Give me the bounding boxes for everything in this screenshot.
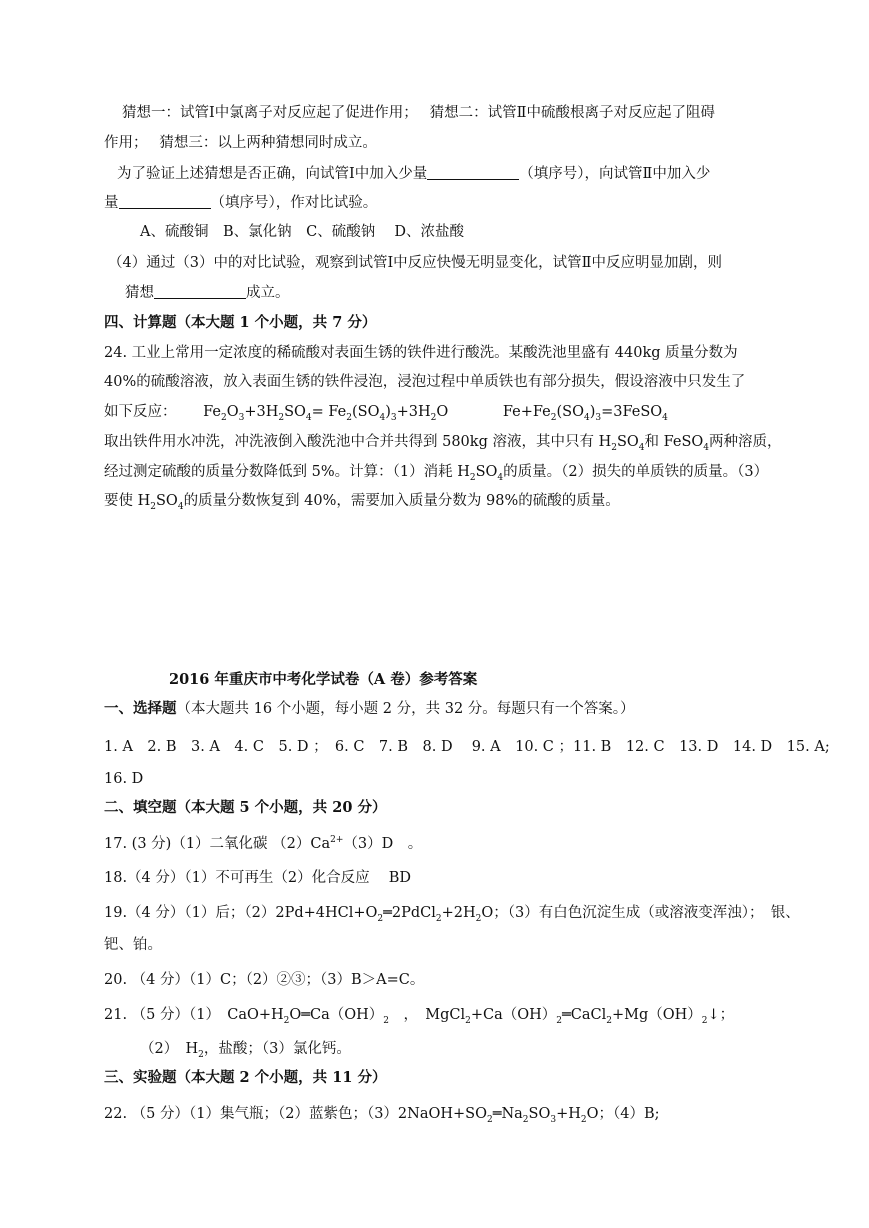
answer-21-line-1: 21. （5 分）（1） $CaO+H_2O═Ca(OH)_2$ ， $MgCl_2+Ca(OH)_2═CaCl_2+Mg(OH)_2↓$； bbox=[104, 1007, 735, 1026]
answer-18: 18.（4 分）（1）不可再生（2）化合反应 BD bbox=[104, 870, 411, 886]
section-4-heading: 四、计算题（本大题 1 个小题，共 7 分） bbox=[104, 314, 377, 331]
section-2-heading: 二、填空题（本大题 5 个小题，共 20 分） bbox=[104, 799, 387, 816]
answer-17: 17. (3 分)（1）二氧化碳 $(2)Ca^{2+}(3)D$ 。 bbox=[104, 835, 423, 852]
conjecture-line-1: 猜想一：试管Ⅰ中氯离子对反应起了促进作用； 猜想二：试管Ⅱ中硫酸根离子对反应起了阻碍 bbox=[122, 105, 715, 121]
q24-line-3: 如下反应： $Fe_2O_3+3H_2SO_4= Fe_2(SO_4)_3+3H_2O$ $Fe+Fe_2(SO_4)_3=3FeSO_4$ bbox=[104, 404, 668, 423]
answer-blank-2[interactable] bbox=[119, 194, 211, 209]
section-3-heading: 三、实验题（本大题 2 个小题，共 11 分） bbox=[104, 1069, 387, 1086]
equation-1: $Fe_2O_3+3H_2SO_4= Fe_2(SO_4)_3+3H_2O$ bbox=[203, 404, 449, 423]
q24-line-6: 要使 $H_2SO_4$的质量分数恢复到 40%，需要加入质量分数为 98%的硫酸的质量。 bbox=[104, 493, 620, 512]
answer-22: 22. （5 分）（1）集气瓶；（2）蓝紫色；$(3)2NaOH+SO_2═Na_2SO_3+H_2O$；（4）B; bbox=[104, 1106, 660, 1125]
options-line: A、硫酸铜 B、氯化钠 C、硫酸钠 D、浓盐酸 bbox=[140, 224, 464, 240]
conjecture-line-2: 作用； 猜想三：以上两种猜想同时成立。 bbox=[104, 135, 377, 151]
section-1-line: 一、选择题（本大题共 16 个小题，每小题 2 分，共 32 分。每题只有一个答案。） bbox=[104, 700, 635, 717]
q4-line: （4）通过（3）中的对比试验，观察到试管Ⅰ中反应快慢无明显变化，试管Ⅱ中反应明显加剧，则 bbox=[108, 255, 723, 271]
answers-title: 2016 年重庆市中考化学试卷（A 卷）参考答案 bbox=[169, 671, 478, 688]
equation-2: $Fe+Fe_2(SO_4)_3=3FeSO_4$ bbox=[502, 404, 668, 423]
answer-20: 20. （4 分）（1）C；（2）②③；（3）B＞A=C。 bbox=[104, 972, 425, 988]
q24-line-1: 24. 工业上常用一定浓度的稀硫酸对表面生锈的铁件进行酸洗。某酸洗池里盛有 440kg 质量分数为 bbox=[104, 345, 738, 361]
answer-19-line-2: 钯、铂。 bbox=[104, 937, 162, 953]
q24-line-2: 40%的硫酸溶液，放入表面生锈的铁件浸泡，浸泡过程中单质铁也有部分损失，假设溶液中只发生了 bbox=[104, 374, 746, 390]
mc-answers-2: 16. D bbox=[104, 771, 144, 787]
answer-blank-3[interactable] bbox=[154, 284, 246, 299]
q4-line-2: 猜想 成立。 bbox=[125, 285, 290, 301]
answer-blank-1[interactable] bbox=[427, 165, 519, 180]
verify-line-2: 量 （填序号），作对比试验。 bbox=[104, 195, 378, 211]
answer-19-line-1: 19.（4 分）（1）后；$(2)2Pd+4HCl+O_2═2PdCl_2+2H_2O$；（3）有白色沉淀生成（或溶液变浑浊）； 银、 bbox=[104, 905, 800, 924]
mc-answers-1: 1. A 2. B 3. A 4. C 5. D ； 6. C 7. B 8. D 9. A 10. C ；11. B 12. C 13. D 14. D 15. A; bbox=[104, 739, 830, 755]
q24-line-5: 经过测定硫酸的质量分数降低到 5%。计算：（1）消耗 $H_2SO_4$的质量。（2）损失的单质铁的质量。（3） bbox=[104, 464, 769, 483]
verify-line: 为了验证上述猜想是否正确，向试管Ⅰ中加入少量 （填序号），向试管Ⅱ中加入少 bbox=[117, 166, 711, 182]
answer-21-line-2: （2） $H_2$，盐酸；（3）氯化钙。 bbox=[140, 1041, 351, 1060]
q24-line-4: 取出铁件用水冲洗，冲洗液倒入酸洗池中合并共得到 580kg 溶液，其中只有 $H_2SO_4$和 FeSO$_4$两种溶质， bbox=[104, 434, 782, 453]
